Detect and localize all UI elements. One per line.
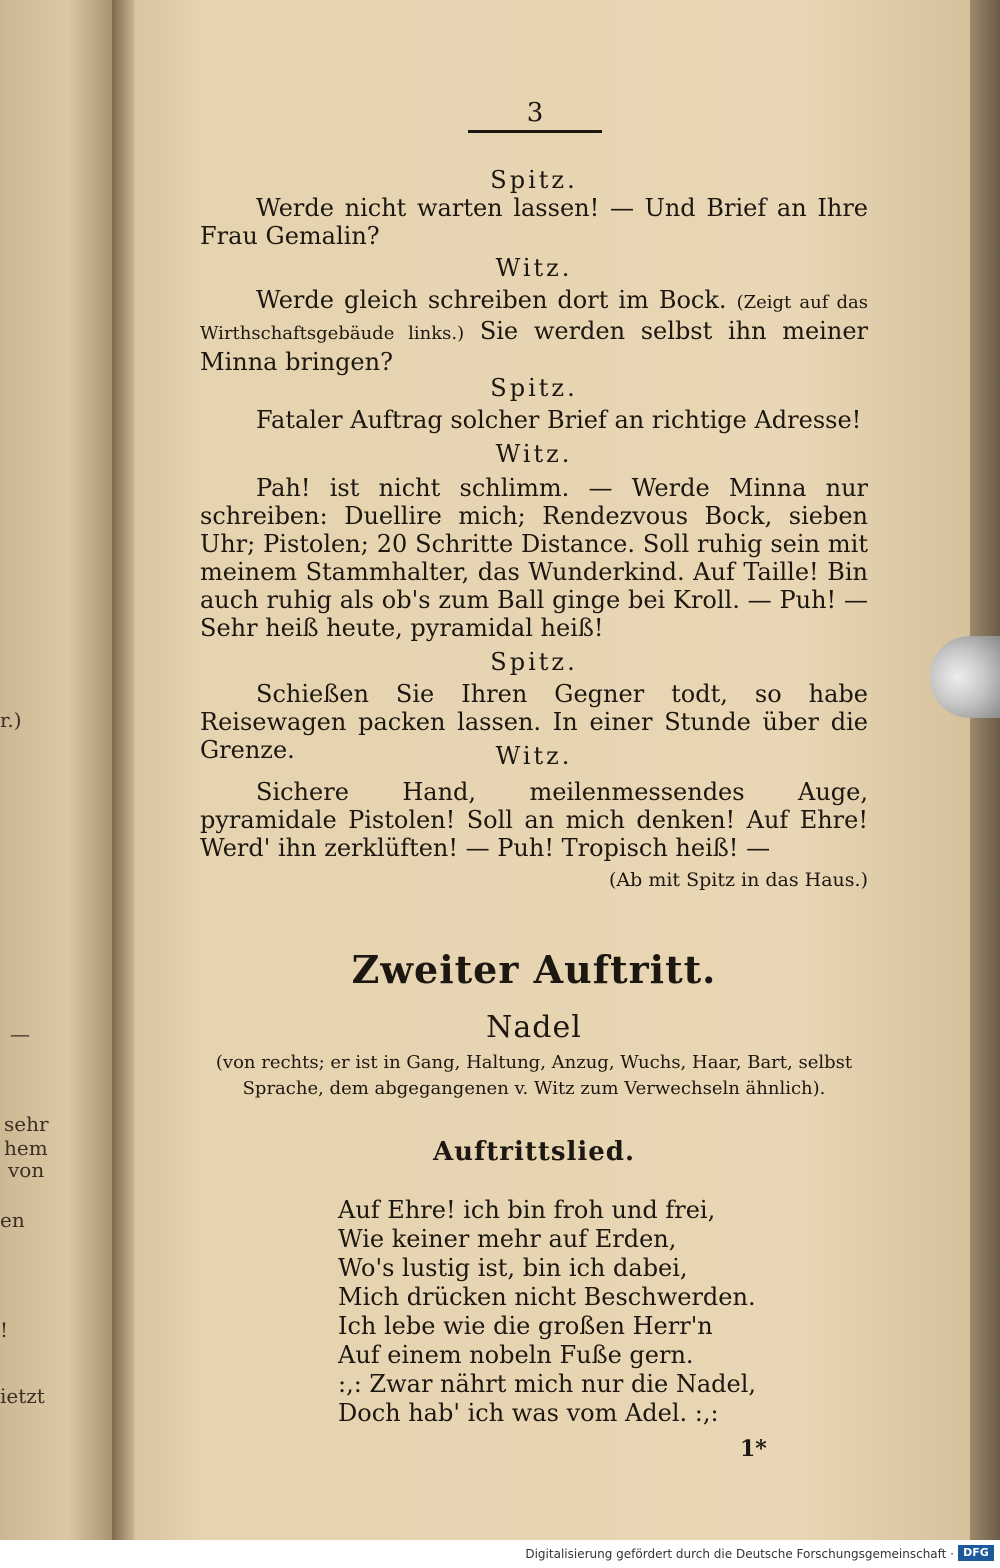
speaker-name: Spitz. xyxy=(490,648,578,676)
verse-line: :,: Zwar nährt mich nur die Nadel, xyxy=(338,1370,757,1398)
verse-line: Auf Ehre! ich bin froh und frei, xyxy=(338,1196,716,1224)
stage-direction: (Zeigt auf das Wirthschaftsgebäude links.) xyxy=(200,292,868,344)
left-fragment: ! xyxy=(0,1318,9,1342)
book-gutter xyxy=(112,0,134,1540)
left-fragment: ietzt xyxy=(0,1384,45,1408)
stage-direction: (Ab mit Spitz in das Haus.) xyxy=(608,869,868,891)
signature-mark: 1* xyxy=(740,1436,767,1462)
dialogue-text: Werde gleich schreiben dort im Bock. xyxy=(256,286,727,314)
scene-heading: Zweiter Auftritt. xyxy=(351,947,717,992)
speaker-name: Witz. xyxy=(495,254,573,282)
footer-credit: Digitalisierung gefördert durch die Deutsche Forschungsgemeinschaft · xyxy=(525,1547,954,1561)
header-rule xyxy=(468,130,602,133)
left-fragment: en xyxy=(0,1208,25,1232)
left-fragment: — xyxy=(10,1022,30,1046)
left-fragment: hem xyxy=(4,1136,48,1160)
character-name: Nadel xyxy=(486,1010,582,1045)
verse-line: Mich drücken nicht Beschwerden. xyxy=(338,1283,756,1311)
character-description: (von rechts; er ist in Gang, Haltung, Anzug, Wuchs, Haar, Bart, selbst Sprache, dem abgegangenen v. Witz zum Verwechseln ähnlich). xyxy=(215,1052,853,1099)
footer-bar xyxy=(0,1540,1000,1568)
verse-line: Wie keiner mehr auf Erden, xyxy=(338,1225,677,1253)
left-fragment: r.) xyxy=(0,708,22,732)
page-edge xyxy=(970,0,1000,1540)
dialogue-paragraph: Werde nicht warten lassen! — Und Brief an Ihre Frau Gemalin? xyxy=(200,194,868,250)
dialogue-paragraph xyxy=(200,286,868,376)
verse-line: Wo's lustig ist, bin ich dabei, xyxy=(338,1254,688,1282)
dfg-logo: DFG xyxy=(958,1545,994,1561)
left-fragment: sehr xyxy=(4,1112,49,1136)
dialogue-text: Sie werden selbst ihn meiner Minna bringen? xyxy=(200,317,868,376)
dialogue-paragraph: Pah! ist nicht schlimm. — Werde Minna nur schreiben: Duellire mich; Rendezvous Bock, sieben Uhr; Pistolen; 20 Schritte Distance. Soll ruhig sein mit meinem Stammhalter, das Wunderkind. Auf Taille! Bin auch ruhig als ob's zum Ball ginge bei Kroll. — Puh! — Sehr heiß heute, pyramidal heiß! xyxy=(200,474,868,642)
speaker-name: Witz. xyxy=(495,440,573,468)
dialogue-paragraph: Schießen Sie Ihren Gegner todt, so habe Reisewagen packen lassen. In einer Stunde über die Grenze. xyxy=(200,680,868,764)
speaker-name: Witz. xyxy=(495,742,573,770)
left-page xyxy=(0,0,112,1540)
page-tab xyxy=(930,636,1000,718)
verse-line: Auf einem nobeln Fuße gern. xyxy=(338,1341,694,1369)
page-number: 3 xyxy=(526,98,544,128)
verse-line: Ich lebe wie die großen Herr'n xyxy=(338,1312,713,1340)
speaker-name: Spitz. xyxy=(490,166,578,194)
left-fragment: von xyxy=(8,1158,45,1182)
dialogue-paragraph: Sichere Hand, meilenmessendes Auge, pyramidale Pistolen! Soll an mich denken! Auf Ehre! Werd' ihn zerklüften! — Puh! Tropisch heiß! — xyxy=(200,778,868,862)
song-title: Auftrittslied. xyxy=(432,1137,636,1167)
dialogue-paragraph: Fataler Auftrag solcher Brief an richtige Adresse! xyxy=(256,406,862,434)
speaker-name: Spitz. xyxy=(490,374,578,402)
verse-line: Doch hab' ich was vom Adel. :,: xyxy=(338,1399,719,1427)
